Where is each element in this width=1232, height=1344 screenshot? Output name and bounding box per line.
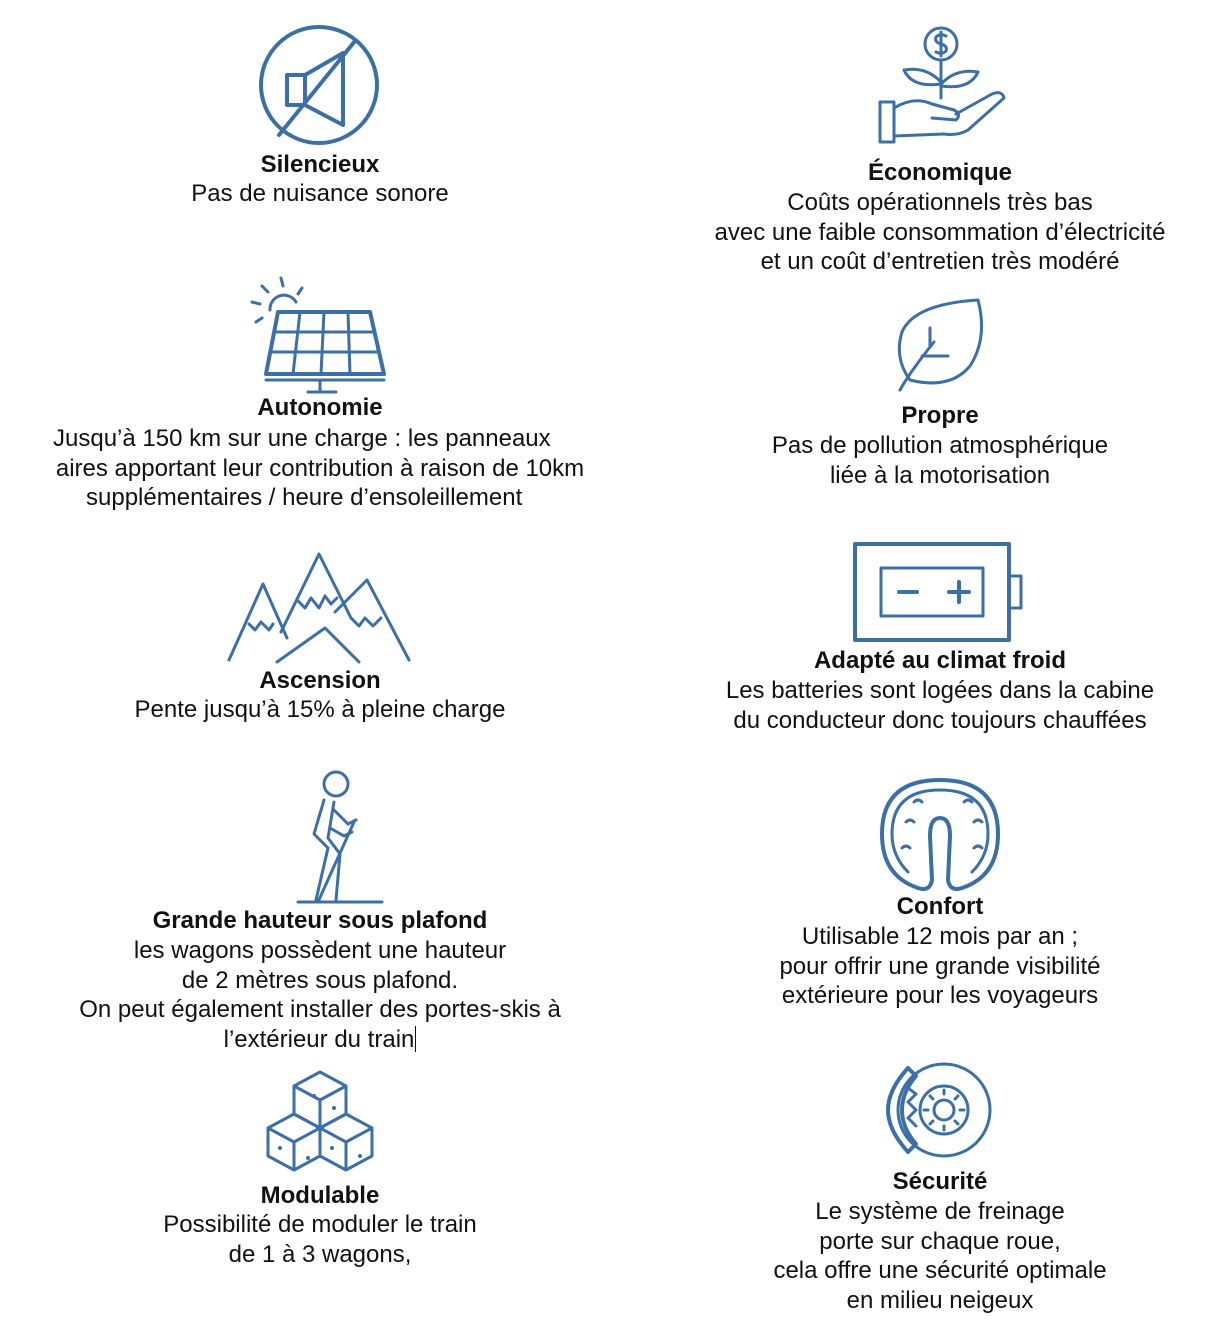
feature-title: Économique bbox=[867, 159, 1012, 186]
mute-speaker-icon bbox=[255, 25, 383, 153]
description-line: porte sur chaque roue, bbox=[819, 1227, 1061, 1255]
feature-description bbox=[0, 1210, 640, 1269]
mountains-icon bbox=[225, 552, 411, 664]
description-line: de 1 à 3 wagons, bbox=[228, 1240, 412, 1268]
description-line: du conducteur donc toujours chauffées bbox=[733, 706, 1147, 734]
description-line: Jusqu’à 150 km sur une charge : les panneaux bbox=[53, 425, 551, 452]
feature-description bbox=[0, 695, 640, 725]
description-line: Utilisable 12 mois par an ; bbox=[801, 923, 1079, 950]
feature-description bbox=[0, 424, 640, 513]
description-line: extérieure pour les voyageurs bbox=[781, 982, 1099, 1009]
stacked-cubes-icon bbox=[262, 1068, 378, 1180]
description-line: On peut également installer des portes-skis à bbox=[79, 996, 561, 1023]
feature-title: Ascension bbox=[259, 667, 381, 694]
description-line: et un coût d’entretien très modéré bbox=[760, 248, 1120, 275]
feature-title: Propre bbox=[901, 402, 979, 429]
description-line: Possibilité de moduler le train bbox=[163, 1211, 477, 1238]
battery-icon bbox=[853, 542, 1025, 644]
description-line: liée à la motorisation bbox=[829, 461, 1051, 489]
skier-icon bbox=[294, 768, 386, 908]
feature-description bbox=[640, 188, 1232, 277]
feature-description bbox=[640, 922, 1232, 1011]
feature-description bbox=[640, 1197, 1232, 1315]
description-line: en milieu neigeux bbox=[846, 1286, 1034, 1314]
feature-propre bbox=[640, 290, 1232, 500]
feature-description bbox=[640, 676, 1232, 735]
feature-securite bbox=[640, 1040, 1232, 1340]
feature-description bbox=[0, 936, 640, 1054]
feature-description bbox=[0, 179, 640, 209]
feature-title: Adapté au climat froid bbox=[813, 647, 1067, 674]
feature-economique bbox=[640, 0, 1232, 280]
feature-title: Grande hauteur sous plafond bbox=[152, 907, 488, 934]
feature-confort bbox=[640, 770, 1232, 1020]
neck-pillow-icon bbox=[878, 776, 1002, 894]
description-line: Le système de freinage bbox=[815, 1198, 1065, 1225]
description-line: aires apportant leur contribution à raison de 10km bbox=[55, 454, 585, 482]
description-line: Coûts opérationnels très bas bbox=[787, 189, 1093, 216]
feature-title: Sécurité bbox=[892, 1168, 988, 1195]
description-line: pour offrir une grande visibilité bbox=[779, 952, 1101, 980]
feature-silencieux bbox=[0, 0, 640, 220]
description-line: supplémentaires / heure d’ensoleillement bbox=[86, 484, 523, 511]
description-line: avec une faible consommation d’électricité bbox=[714, 218, 1166, 246]
feature-title: Confort bbox=[896, 893, 984, 920]
feature-description bbox=[640, 431, 1232, 490]
description-line: cela offre une sécurité optimale bbox=[773, 1257, 1107, 1284]
description-line: les wagons possèdent une hauteur bbox=[133, 937, 507, 964]
description-line: Les batteries sont logées dans la cabine bbox=[725, 677, 1155, 704]
feature-hauteur bbox=[0, 760, 640, 1060]
feature-title: Modulable bbox=[260, 1182, 380, 1209]
description-line: Pas de nuisance sonore bbox=[191, 180, 449, 207]
feature-ascension bbox=[0, 540, 640, 740]
feature-climat bbox=[640, 530, 1232, 750]
solar-panel-icon bbox=[248, 274, 392, 394]
description-line: de 2 mètres sous plafond. bbox=[181, 966, 459, 994]
leaf-icon bbox=[892, 298, 988, 392]
description-line: Pas de pollution atmosphérique bbox=[771, 432, 1109, 459]
disc-brake-icon bbox=[886, 1060, 994, 1160]
money-plant-hand-icon bbox=[874, 22, 1008, 146]
text-cursor bbox=[415, 1026, 416, 1052]
description-text: l’extérieur du train bbox=[223, 1025, 415, 1053]
description-line: Pente jusqu’à 15% à pleine charge bbox=[134, 696, 506, 723]
feature-title: Autonomie bbox=[257, 394, 383, 421]
feature-title: Silencieux bbox=[260, 151, 380, 178]
description-line bbox=[0, 1025, 640, 1055]
feature-autonomie bbox=[0, 270, 640, 520]
feature-modulable bbox=[0, 1060, 640, 1280]
